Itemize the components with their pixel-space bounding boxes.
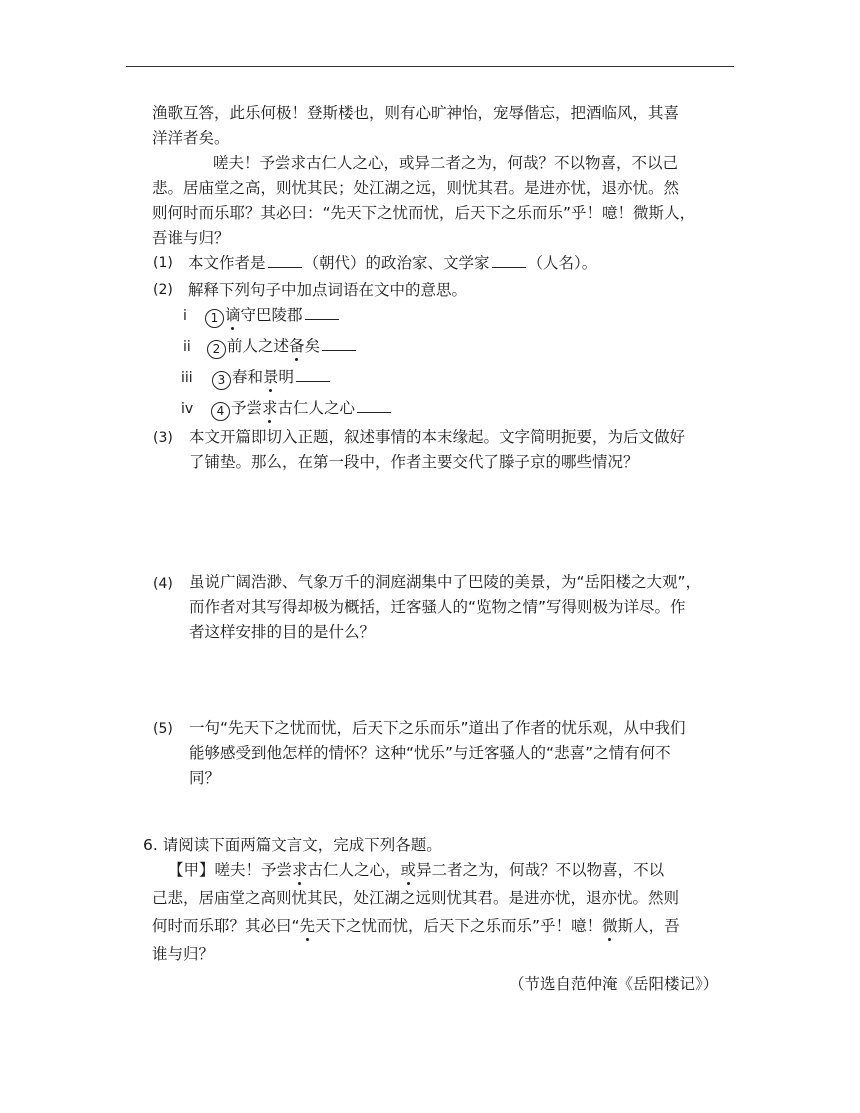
passage-line: 吾谁与归？ <box>152 229 230 247</box>
passage-line: 洋洋者矣。 <box>152 129 230 147</box>
question-number: (4) <box>153 576 173 592</box>
roman-index: ii <box>183 339 191 355</box>
jia-line-1: 【甲】嗟夫！予尝求古仁人之心，或异二者之为，何哉？不以物喜，不以 <box>168 861 665 879</box>
header-rule <box>126 66 734 67</box>
dotted-word: 谪 <box>225 306 241 324</box>
question-4-line: 而作者对其写得却极为概括，迁客骚人的“览物之情”写得则极为详尽。作 <box>189 598 686 616</box>
question-3-line: 了铺垫。那么，在第一段中，作者主要交代了滕子京的哪些情况？ <box>189 453 639 471</box>
question-4-line: 者这样安排的目的是什么？ <box>189 623 376 641</box>
question-2-text: 解释下列句子中加点词语在文中的意思。 <box>188 281 468 299</box>
jia-line-2: 己悲，居庙堂之高则忧其民，处江湖之远则忧其君。是进亦忧，退亦忧。然则 <box>152 889 680 907</box>
passage-line: 嗟夫！予尝求古仁人之心，或异二者之为，何哉？不以物喜，不以己 <box>213 154 679 172</box>
dotted-word: 景 <box>263 368 279 386</box>
sub-item-3: 3 春和景明 <box>212 367 332 390</box>
question-3-line: 本文开篇即切入正题，叙述事情的本末缘起。文字简明扼要，为后文做好 <box>189 428 686 446</box>
roman-index: i <box>183 308 187 324</box>
answer-blank[interactable] <box>322 336 356 351</box>
circled-number: 4 <box>211 402 230 421</box>
dotted-word: 求 <box>262 399 278 417</box>
sub-item-1: 1 谪守巴陵郡 <box>205 305 341 328</box>
dotted-word: 求 <box>292 861 308 879</box>
passage-line: 渔歌互答，此乐何极！登斯楼也，则有心旷神怡，宠辱偕忘，把酒临风，其喜 <box>152 104 680 122</box>
answer-blank[interactable] <box>492 253 526 268</box>
question-number: (1) <box>153 255 173 271</box>
roman-index: iv <box>181 401 194 417</box>
question-number: (2) <box>153 282 173 298</box>
source-citation: （节选自范仲淹《岳阳楼记》） <box>509 975 719 993</box>
question-4-line: 虽说广阔浩渺、气象万千的洞庭湖集中了巴陵的美景，为“岳阳楼之大观”， <box>189 573 702 591</box>
jia-line-3: 何时而乐耶？其必曰“先天下之忧而忧，后天下之乐而乐”乎！噫！微斯人，吾 <box>152 917 680 935</box>
question-5-line: 一句“先天下之忧而忧，后天下之乐而乐”道出了作者的忧乐观，从中我们 <box>189 719 686 737</box>
question-number: (3) <box>153 430 173 446</box>
dotted-word: 或 <box>400 861 417 879</box>
passage-line: 悲。居庙堂之高，则忧其民；处江湖之远，则忧其君。是进亦忧，退亦忧。然 <box>152 179 680 197</box>
circled-number: 3 <box>212 371 231 390</box>
answer-blank[interactable] <box>305 305 339 320</box>
sub-item-4: 4 予尝求古仁人之心 <box>211 398 393 421</box>
circled-number: 1 <box>205 309 224 328</box>
roman-index: iii <box>181 370 193 386</box>
jia-line-4: 谁与归？ <box>152 945 215 963</box>
dotted-word: 备 <box>289 337 305 355</box>
question-1: 本文作者是 （朝代）的政治家、文学家 （人名）。 <box>188 254 598 272</box>
dotted-word: 先 <box>299 917 316 935</box>
answer-blank[interactable] <box>268 253 302 268</box>
question-number: (5) <box>153 721 173 737</box>
passage-line: 则何时而乐耶？其必曰：“先天下之忧而忧，后天下之乐而乐”乎！噫！微斯人， <box>152 204 696 222</box>
answer-blank[interactable] <box>357 398 391 413</box>
question-5-line: 同？ <box>189 769 221 787</box>
question-5-line: 能够感受到他怎样的情怀？这种“忧乐”与迁客骚人的“悲喜”之情有何不 <box>189 744 671 762</box>
sub-item-2: 2 前人之述备矣 <box>207 336 358 359</box>
answer-blank[interactable] <box>296 367 330 382</box>
question-6-title: 6. 请阅读下面两篇文言文，完成下列各题。 <box>143 836 442 854</box>
dotted-word: 微 <box>602 917 618 935</box>
circled-number: 2 <box>207 340 226 359</box>
